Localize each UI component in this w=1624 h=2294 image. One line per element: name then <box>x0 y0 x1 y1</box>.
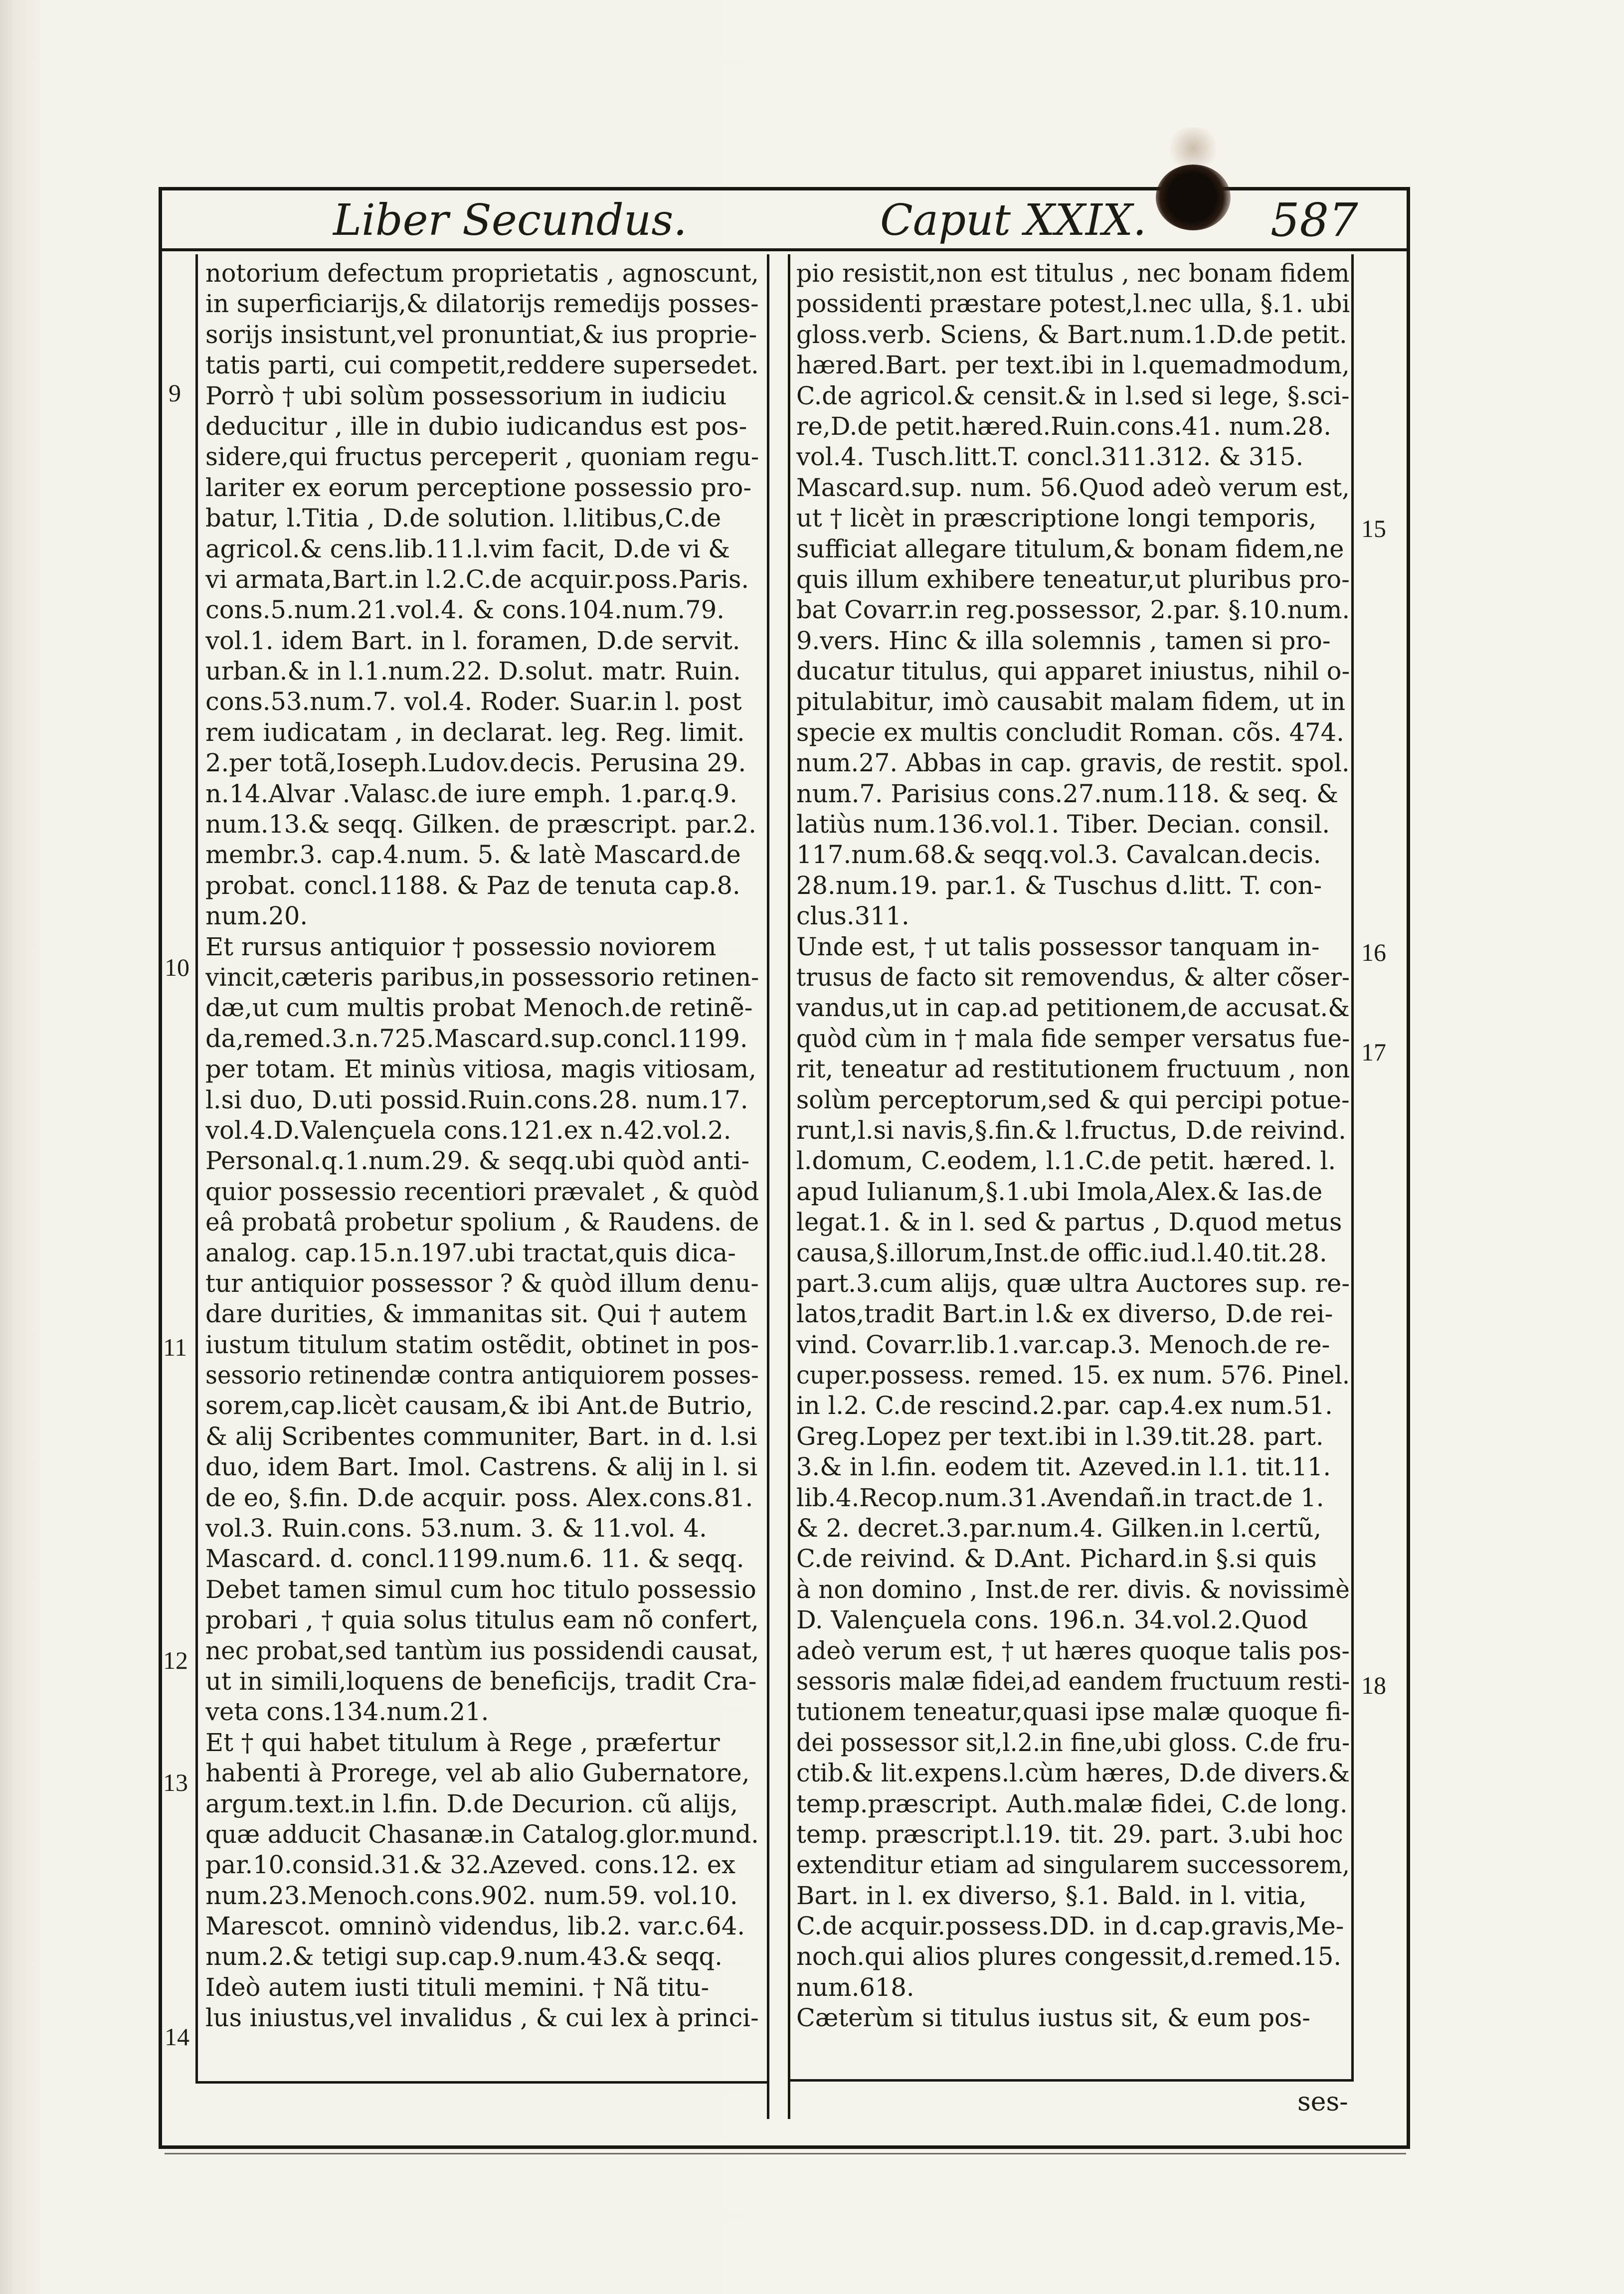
text-line: runt,l.si navis,§.fin.& l.fructus, D.de reivind. <box>796 1115 1346 1145</box>
text-line: gloss.verb. Sciens, & Bart.num.1.D.de petit. <box>796 320 1347 349</box>
text-line: causa,§.illorum,Inst.de offic.iud.l.40.tit.28. <box>796 1238 1327 1267</box>
text-line: 3.& in l.fin. eodem tit. Azeved.in l.1. tit.11. <box>796 1452 1331 1482</box>
text-line: urban.& in l.1.num.22. D.solut. matr. Ruin. <box>205 657 741 686</box>
margin-number: 11 <box>163 1333 187 1361</box>
text-line: Personal.q.1.num.29. & seqq.ubi quòd anti- <box>205 1146 750 1176</box>
text-line: Marescot. omninò videndus, lib.2. var.c.64. <box>205 1912 745 1941</box>
text-line: membr.3. cap.4.num. 5. & latè Mascard.de <box>205 840 741 870</box>
text-line: vol.4.D.Valençuela cons.121.ex n.42.vol.2. <box>205 1115 731 1145</box>
text-line: extenditur etiam ad singularem successorem, <box>796 1850 1350 1880</box>
margin-number: 13 <box>163 1768 188 1796</box>
text-line: Et rursus antiquior † possessio noviorem <box>205 932 717 961</box>
text-line: pio resistit,non est titulus , nec bonam fidem <box>796 259 1350 288</box>
text-line: l.domum, C.eodem, l.1.C.de petit. hæred. l. <box>796 1146 1336 1176</box>
text-line: lib.4.Recop.num.31.Avendañ.in tract.de 1. <box>796 1483 1324 1512</box>
text-line: num.618. <box>796 1972 914 2002</box>
text-line: cons.53.num.7. vol.4. Roder. Suar.in l. post <box>205 687 742 716</box>
text-line: probat. concl.1188. & Paz de tenuta cap.8. <box>205 871 740 900</box>
left-column-outer-rule <box>195 254 198 2082</box>
text-line: vind. Covarr.lib.1.var.cap.3. Menoch.de re- <box>796 1330 1330 1359</box>
text-line: notorium defectum proprietatis , agnoscunt, <box>205 259 759 288</box>
text-line: Mascard. d. concl.1199.num.6. 11. & seqq. <box>205 1544 744 1574</box>
text-line: hæred.Bart. per text.ibi in l.quemadmodum, <box>796 351 1350 380</box>
left-text-column <box>205 258 759 2034</box>
text-line: par.10.consid.31.& 32.Azeved. cons.12. ex <box>205 1850 735 1880</box>
text-line: tutionem teneatur,quasi ipse malæ quoque fi- <box>796 1697 1350 1727</box>
text-line: de eo, §.fin. D.de acquir. poss. Alex.cons.81. <box>205 1483 753 1512</box>
text-line: clus.311. <box>796 901 909 931</box>
margin-number: 12 <box>163 1646 188 1674</box>
left-column-inner-rule <box>767 254 769 2119</box>
margin-number: 14 <box>165 2023 189 2051</box>
text-line: pitulabitur, imò causabit malam fidem, ut in <box>796 687 1346 716</box>
text-line: part.3.cum alijs, quæ ultra Auctores sup. re- <box>796 1268 1350 1298</box>
text-line: cons.5.num.21.vol.4. & cons.104.num.79. <box>205 595 724 625</box>
text-line: rem iudicatam , in declarat. leg. Reg. limit. <box>205 717 745 747</box>
text-line: latiùs num.136.vol.1. Tiber. Decian. consil. <box>796 810 1330 839</box>
text-line: tatis parti, cui competit,reddere supersedet. <box>205 351 759 380</box>
paper-stain <box>1166 127 1221 170</box>
right-column-inner-rule <box>788 254 790 2119</box>
page-number: 587 <box>1270 193 1358 247</box>
text-line: num.27. Abbas in cap. gravis, de restit. spol. <box>796 748 1350 778</box>
text-line: noch.qui alios plures congessit,d.remed.15. <box>796 1942 1342 1971</box>
text-line: specie ex multis concludit Roman. cõs. 474. <box>796 717 1344 747</box>
left-column-bottom-rule <box>195 2081 768 2084</box>
text-line: sidere,qui fructus perceperit , quoniam regu- <box>205 442 759 472</box>
text-line: D. Valençuela cons. 196.n. 34.vol.2.Quod <box>796 1605 1308 1635</box>
text-line: da,remed.3.n.725.Mascard.sup.concl.1199. <box>205 1024 748 1053</box>
text-line: dæ,ut cum multis probat Menoch.de retinẽ- <box>205 993 753 1023</box>
header-rule <box>159 248 1410 251</box>
text-line: deducitur , ille in dubio iudicandus est pos- <box>205 411 747 441</box>
text-line: 28.num.19. par.1. & Tuschus d.litt. T. con- <box>796 871 1322 900</box>
right-text-column <box>796 258 1350 2034</box>
text-line: sorijs insistunt,vel pronuntiat,& ius proprie- <box>205 320 757 349</box>
running-head-chapter: Caput XXIX. <box>880 195 1147 245</box>
text-line: possidenti præstare potest,l.nec ulla, §.1. ubi <box>796 289 1350 319</box>
text-line: in superficiarijs,& dilatorijs remedijs posses- <box>205 289 759 319</box>
text-line: lariter ex eorum perceptione possessio pro- <box>205 473 752 502</box>
text-line: & alij Scribentes communiter, Bart. in d. l.si <box>205 1421 757 1451</box>
text-line: ut in simili,loquens de beneficijs, tradit Cra- <box>205 1666 757 1696</box>
margin-number: 9 <box>169 379 181 407</box>
text-line: C.de agricol.& censit.& in l.sed si lege, §.sci- <box>796 381 1350 410</box>
text-line: vol.1. idem Bart. in l. foramen, D.de servit. <box>205 626 740 655</box>
text-line: Porrò † ubi solùm possessorium in iudiciu <box>205 381 727 410</box>
text-line: C.de acquir.possess.DD. in d.cap.gravis,Me- <box>796 1912 1344 1941</box>
right-column-bottom-rule <box>788 2079 1354 2082</box>
text-line: Unde est, † ut talis possessor tanquam in- <box>796 932 1320 961</box>
text-line: n.14.Alvar .Valasc.de iure emph. 1.par.q.9. <box>205 779 737 808</box>
text-line: Mascard.sup. num. 56.Quod adeò verum est, <box>796 473 1350 502</box>
text-line: solùm perceptorum,sed & qui percipi potue- <box>796 1085 1350 1114</box>
text-line: Debet tamen simul cum hoc titulo possessio <box>205 1575 756 1604</box>
catchword: ses- <box>1297 2087 1348 2117</box>
right-column-outer-rule <box>1351 254 1354 2079</box>
text-line: probari , † quia solus titulus eam nõ confert, <box>205 1605 759 1635</box>
text-line: sufficiat allegare titulum,& bonam fidem,ne <box>796 534 1344 563</box>
text-line: Greg.Lopez per text.ibi in l.39.tit.28. part. <box>796 1421 1324 1451</box>
text-line: re,D.de petit.hæred.Ruin.cons.41. num.28. <box>796 411 1331 441</box>
text-line: batur, l.Titia , D.de solution. l.litibus,C.de <box>205 504 722 533</box>
text-line: rit, teneatur ad restitutionem fructuum , non <box>796 1055 1350 1084</box>
text-line: 117.num.68.& seqq.vol.3. Cavalcan.decis. <box>796 840 1321 870</box>
text-line: num.23.Menoch.cons.902. num.59. vol.10. <box>205 1881 738 1910</box>
text-line: dei possessor sit,l.2.in fine,ubi gloss. C.de fru- <box>796 1728 1350 1757</box>
text-line: vi armata,Bart.in l.2.C.de acquir.poss.Paris. <box>205 564 749 594</box>
text-line: quis illum exhibere teneatur,ut pluribus pro- <box>796 564 1350 594</box>
text-line: C.de reivind. & D.Ant. Pichard.in §.si quis <box>796 1544 1317 1574</box>
text-line: duo, idem Bart. Imol. Castrens. & alij in l. si <box>205 1452 758 1482</box>
text-line: latos,tradit Bart.in l.& ex diverso, D.de rei- <box>796 1299 1333 1329</box>
text-line: Et † qui habet titulum à Rege , præfertur <box>205 1728 720 1757</box>
text-line: temp. præscript.l.19. tit. 29. part. 3.ubi hoc <box>796 1819 1343 1849</box>
text-line: vincit,cæteris paribus,in possessorio retinen- <box>205 962 759 992</box>
text-line: ut † licèt in præscriptione longi temporis, <box>796 504 1317 533</box>
margin-number: 16 <box>1361 938 1386 966</box>
burn-hole <box>1156 165 1231 230</box>
text-line: sorem,cap.licèt causam,& ibi Ant.de Butrio, <box>205 1391 753 1420</box>
text-line: analog. cap.15.n.197.ubi tractat,quis dica- <box>205 1238 736 1267</box>
text-line: adeò verum est, † ut hæres quoque talis pos- <box>796 1636 1350 1665</box>
text-line: veta cons.134.num.21. <box>205 1697 489 1727</box>
text-line: Bart. in l. ex diverso, §.1. Bald. in l. vitia, <box>796 1881 1307 1910</box>
text-line: à non domino , Inst.de rer. divis. & novissimè <box>796 1575 1350 1604</box>
text-line: vol.3. Ruin.cons. 53.num. 3. & 11.vol. 4. <box>205 1514 707 1543</box>
text-line: sessoris malæ fidei,ad eandem fructuum resti- <box>796 1666 1350 1696</box>
text-line: trusus de facto sit removendus, & alter cõser- <box>796 962 1350 992</box>
margin-number: 17 <box>1361 1038 1386 1066</box>
text-line: Ideò autem iusti tituli memini. † Nã titu- <box>205 1972 710 2002</box>
text-line: habenti à Prorege, vel ab alio Gubernatore, <box>205 1759 750 1788</box>
text-line: num.20. <box>205 901 308 931</box>
text-line: vol.4. Tusch.litt.T. concl.311.312. & 315. <box>796 442 1304 472</box>
text-line: 2.per totã,Ioseph.Ludov.decis. Perusina 29. <box>205 748 746 778</box>
text-line: & 2. decret.3.par.num.4. Gilken.in l.certũ, <box>796 1514 1322 1543</box>
text-line: legat.1. & in l. sed & partus , D.quod metus <box>796 1208 1342 1237</box>
text-line: argum.text.in l.fin. D.de Decurion. cũ alijs, <box>205 1789 738 1818</box>
text-line: dare durities, & immanitas sit. Qui † autem <box>205 1299 747 1329</box>
text-line: per totam. Et minùs vitiosa, magis vitiosam, <box>205 1055 757 1084</box>
text-line: ctib.& lit.expens.l.cùm hæres, D.de divers.& <box>796 1759 1350 1788</box>
text-line: temp.præscript. Auth.malæ fidei, C.de long. <box>796 1789 1348 1818</box>
text-line: bat Covarr.in reg.possessor, 2.par. §.10.num. <box>796 595 1350 625</box>
margin-number: 15 <box>1361 515 1386 542</box>
margin-number: 10 <box>165 953 189 981</box>
text-line: num.2.& tetigi sup.cap.9.num.43.& seqq. <box>205 1942 722 1971</box>
bottom-rule <box>165 2153 1406 2154</box>
text-line: quòd cùm in † mala fide semper versatus fue- <box>796 1024 1350 1053</box>
text-line: sessorio retinendæ contra antiquiorem posses- <box>205 1361 759 1390</box>
text-line: cuper.possess. remed. 15. ex num. 576. Pinel. <box>796 1361 1350 1390</box>
text-line: Cæterùm si titulus iustus sit, & eum pos- <box>796 2003 1310 2033</box>
text-line: quior possessio recentiori prævalet , & quòd <box>205 1177 759 1206</box>
running-head-book: Liber Secundus. <box>333 195 687 245</box>
text-line: lus iniustus,vel invalidus , & cui lex à princi- <box>205 2003 759 2033</box>
text-line: nec probat,sed tantùm ius possidendi causat, <box>205 1636 759 1665</box>
text-line: num.7. Parisius cons.27.num.118. & seq. & <box>796 779 1339 808</box>
text-line: eâ probatâ probetur spolium , & Raudens. de <box>205 1208 759 1237</box>
margin-number: 18 <box>1361 1671 1386 1699</box>
text-line: l.si duo, D.uti possid.Ruin.cons.28. num.17. <box>205 1085 748 1114</box>
text-line: agricol.& cens.lib.11.l.vim facit, D.de vi & <box>205 534 730 563</box>
text-line: ducatur titulus, qui apparet iniustus, nihil o- <box>796 657 1350 686</box>
text-line: apud Iulianum,§.1.ubi Imola,Alex.& Ias.de <box>796 1177 1323 1206</box>
text-line: 9.vers. Hinc & illa solemnis , tamen si pro- <box>796 626 1331 655</box>
text-line: vandus,ut in cap.ad petitionem,de accusat.& <box>796 993 1350 1023</box>
text-line: num.13.& seqq. Gilken. de præscript. par.2. <box>205 810 756 839</box>
text-line: quæ adducit Chasanæ.in Catalog.glor.mund. <box>205 1819 759 1849</box>
text-line: iustum titulum statim ostẽdit, obtinet in pos- <box>205 1330 759 1359</box>
text-line: in l.2. C.de rescind.2.par. cap.4.ex num.51. <box>796 1391 1333 1420</box>
text-line: tur antiquior possessor ? & quòd illum denu- <box>205 1268 759 1298</box>
